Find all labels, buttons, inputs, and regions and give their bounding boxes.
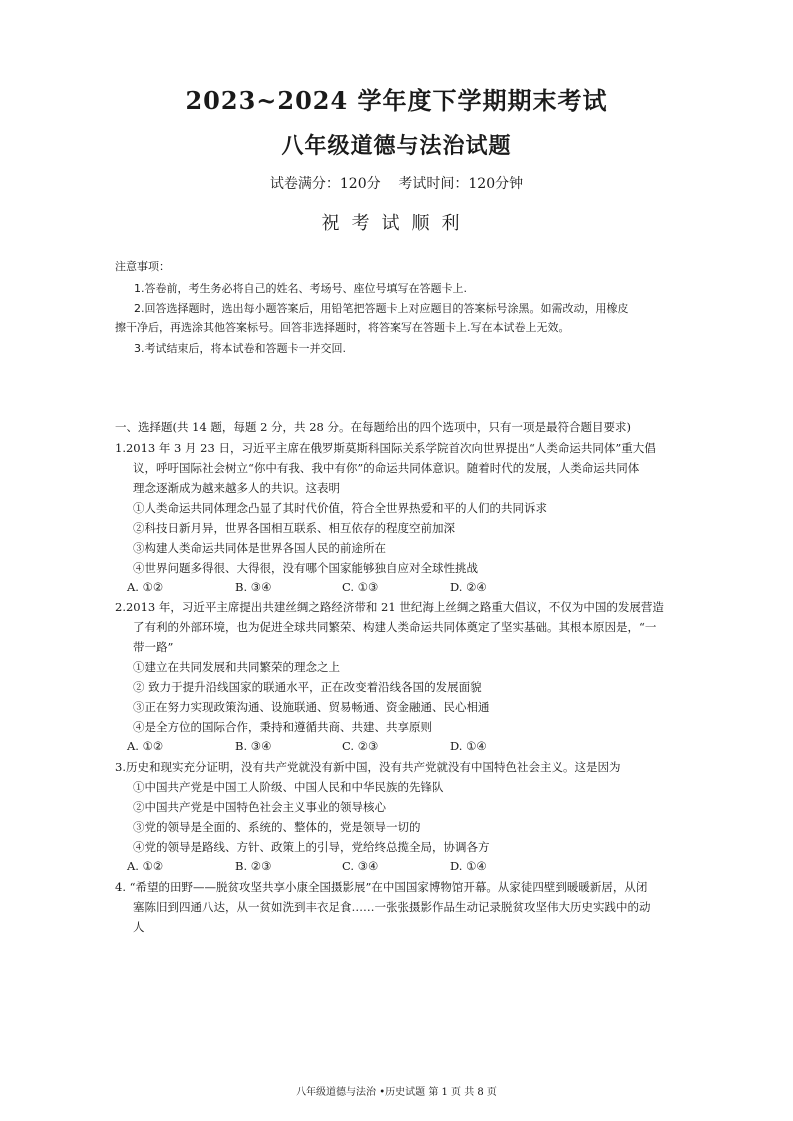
question-1-option-b[interactable]: B. ③④ — [235, 580, 272, 594]
question-4-line: 人 — [133, 920, 145, 934]
notes-item: 2.回答选择题时，选出每小题答案后，用铅笔把答题卡上对应题目的答案标号涂黑。如需改动，用橡皮 — [134, 302, 629, 315]
question-3-statement: ②中国共产党是中国特色社会主义事业的领导核心 — [133, 800, 386, 814]
question-2-option-c[interactable]: C. ②③ — [342, 739, 379, 753]
question-3-option-d[interactable]: D. ①④ — [450, 859, 487, 873]
page-footer: 八年级道德与法治 •历史试题 第 1 页 共 8 页 — [296, 1087, 497, 1098]
question-2-statement: ①建立在共同发展和共同繁荣的理念之上 — [133, 660, 340, 674]
question-2-statement: ④是全方位的国际合作，秉持和遵循共商、共建、共享原则 — [133, 720, 432, 734]
question-1-statement: ①人类命运共同体理念凸显了其时代价值，符合全世界热爱和平的人们的共同诉求 — [133, 501, 547, 515]
question-3-line: 3.历史和现实充分证明，没有共产党就没有新中国，没有共产党就没有中国特色社会主义。这是因为 — [115, 760, 621, 774]
question-1-option-a[interactable]: A. ①② — [127, 580, 164, 594]
question-1-statement: ④世界问题多得很、大得很，没有哪个国家能够独自应对全球性挑战 — [133, 561, 478, 575]
notes-item: 3.考试结束后，将本试卷和答题卡一并交回. — [134, 342, 346, 355]
question-2-option-b[interactable]: B. ③④ — [235, 739, 272, 753]
question-3-option-b[interactable]: B. ②③ — [235, 859, 272, 873]
question-3-statement: ③党的领导是全面的、系统的、整体的，党是领导一切的 — [133, 820, 421, 834]
question-4-line: 塞陈旧到四通八达，从一贫如洗到丰衣足食……一张张摄影作品生动记录脱贫攻坚伟大历史实践中的动 — [133, 900, 651, 914]
question-2-line: 2.2013 年，习近平主席提出共建丝绸之路经济带和 21 世纪海上丝绸之路重大倡议，不仅为中国的发展营造 — [115, 600, 664, 614]
exam-info: 试卷满分：120分 考试时间：120分钟 — [269, 176, 524, 192]
question-1-option-d[interactable]: D. ②④ — [450, 580, 487, 594]
question-2-option-d[interactable]: D. ①④ — [450, 739, 487, 753]
question-1-statement: ②科技日新月异，世界各国相互联系、相互依存的程度空前加深 — [133, 521, 455, 535]
question-1-statement: ③构建人类命运共同体是世界各国人民的前途所在 — [133, 541, 386, 555]
exam-wish: 祝考试顺利 — [321, 213, 472, 234]
question-1-line: 理念逐渐成为越来越多人的共识。这表明 — [133, 481, 340, 495]
question-1-option-c[interactable]: C. ①③ — [342, 580, 379, 594]
question-1-line: 议，呼吁国际社会树立“你中有我、我中有你”的命运共同体意识。随着时代的发展，人类命运共同体 — [133, 461, 640, 475]
exam-title: 2023~2024 学年度下学期期末考试 — [185, 86, 608, 115]
question-2-option-a[interactable]: A. ①② — [127, 739, 164, 753]
question-2-line: 了有利的外部环境，也为促进全球共同繁荣、构建人类命运共同体奠定了坚实基础。其根本原因是，“一 — [133, 620, 657, 634]
question-4-line: 4. “希望的田野——脱贫攻坚共享小康全国摄影展”在中国国家博物馆开幕。从家徒四壁到暖暖新居，从闭 — [115, 880, 648, 894]
notes-item: 擦干净后，再选涂其他答案标号。回答非选择题时，将答案写在答题卡上.写在本试卷上无效。 — [115, 321, 570, 334]
question-3-statement: ①中国共产党是中国工人阶级、中国人民和中华民族的先锋队 — [133, 780, 444, 794]
question-2-line: 带一路” — [133, 640, 174, 654]
notes-item: 1.答卷前，考生务必将自己的姓名、考场号、座位号填写在答题卡上. — [134, 282, 467, 295]
section-heading: 一、选择题(共 14 题，每题 2 分，共 28 分。在每题给出的四个选项中，只有一项是最符合题目要求) — [115, 420, 631, 434]
question-2-statement: ② 致力于提升沿线国家的联通水平，正在改变着沿线各国的发展面貌 — [133, 680, 482, 694]
question-3-option-c[interactable]: C. ③④ — [342, 859, 379, 873]
question-1-line: 1.2013 年 3 月 23 日，习近平主席在俄罗斯莫斯科国际关系学院首次向世界提出“人类命运共同体”重大倡 — [115, 441, 656, 455]
notes-heading: 注意事项： — [115, 260, 170, 273]
question-3-statement: ④党的领导是路线、方针、政策上的引导，党给终总揽全局，协调各方 — [133, 840, 490, 854]
exam-subtitle: 八年级道德与法治试题 — [281, 133, 512, 159]
question-3-option-a[interactable]: A. ①② — [127, 859, 164, 873]
question-2-statement: ③正在努力实现政策沟通、设施联通、贸易畅通、资金融通、民心相通 — [133, 700, 490, 714]
